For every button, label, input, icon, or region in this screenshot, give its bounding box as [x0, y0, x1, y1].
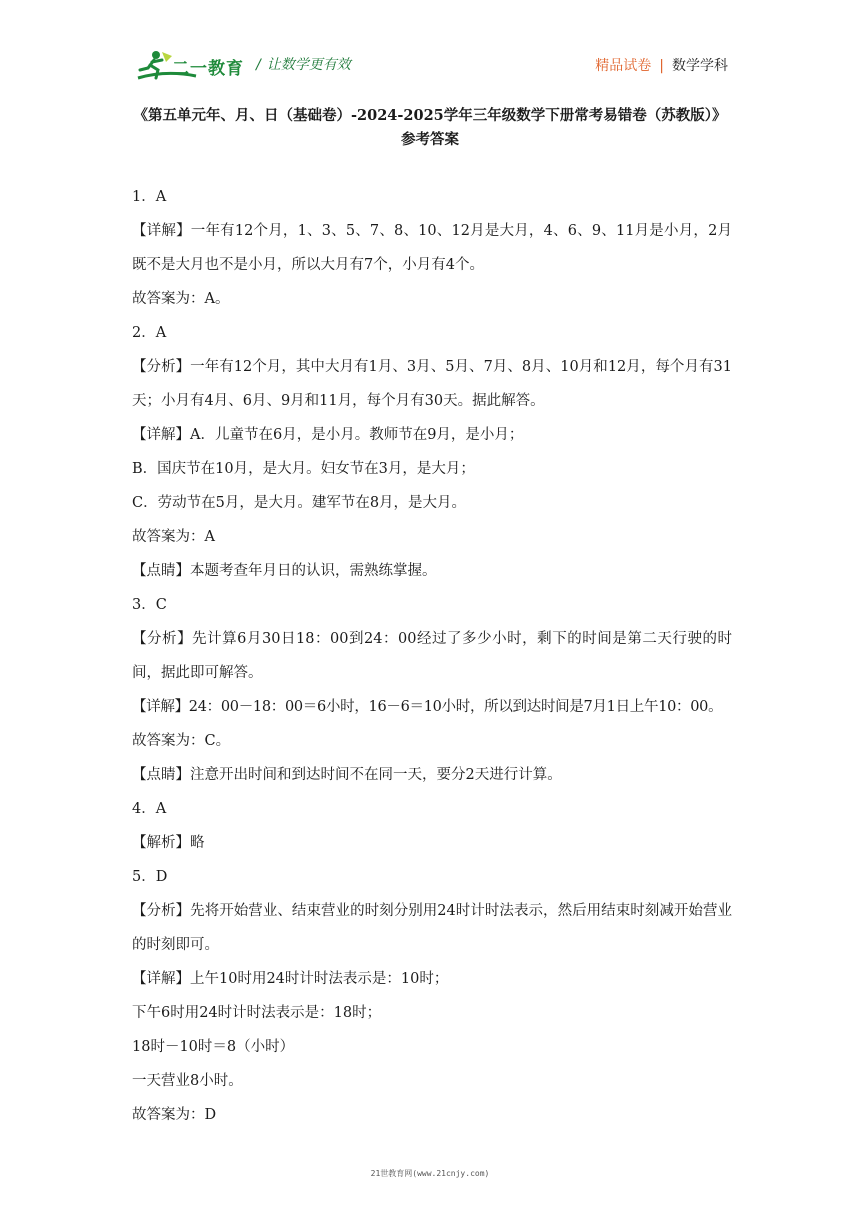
answer-5-detail-3: 18时－10时＝8（小时）: [132, 1039, 295, 1055]
answer-1: 1．A: [132, 189, 167, 205]
document-subtitle: 参考答案: [401, 131, 459, 148]
answer-4: 4．A: [132, 801, 167, 817]
answer-5-detail-1: 【详解】上午10时用24时计时法表示是：10时；: [132, 971, 449, 987]
answer-5: 5．D: [132, 869, 168, 885]
document-title: 《第五单元年、月、日（基础卷）-2024-2025学年三年级数学下册常考易错卷（苏教版）》: [133, 107, 727, 124]
answer-1-result: 故答案为：A。: [132, 291, 230, 307]
answer-4-explanation: 【解析】略: [132, 835, 205, 851]
logo-text: 二一教育: [172, 59, 244, 79]
answer-5-detail-4: 一天营业8小时。: [132, 1073, 243, 1089]
slogan-text: 让数学更有效: [266, 57, 351, 73]
answer-5-analysis: 【分析】先将开始营业、结束营业的时刻分别用24时计时法表示，然后用结束时刻减开始营业的时刻即可。: [132, 903, 732, 953]
answer-3-comment: 【点睛】注意开出时间和到达时间不在同一天，要分2天进行计算。: [132, 767, 562, 783]
answer-2-detail-b: B．国庆节在10月，是大月。妇女节在3月，是大月；: [132, 461, 475, 477]
header-right: [595, 55, 728, 75]
answer-2: 2．A: [132, 325, 167, 341]
answer-1-detail: 【详解】一年有12个月，1、3、5、7、8、10、12月是大月，4、6、9、11月是小月，2月既不是大月也不是小月，所以大月有7个，小月有4个。: [132, 223, 732, 273]
answer-content: [132, 180, 732, 1132]
answer-3-result: 故答案为：C。: [132, 733, 231, 749]
answer-5-detail-2: 下午6时用24时计时法表示是：18时；: [132, 1005, 382, 1021]
slogan: / 让数学更有效: [256, 57, 351, 73]
answer-3-detail: 【详解】24：00－18：00＝6小时，16－6＝10小时，所以到达时间是7月1日上午10：00。: [132, 699, 723, 715]
answer-2-comment: 【点睛】本题考查年月日的认识，需熟练掌握。: [132, 563, 437, 579]
answer-3: 3．C: [132, 597, 167, 613]
answer-2-detail-c: C．劳动节在5月，是大月。建军节在8月，是大月。: [132, 495, 467, 511]
answer-2-detail-a: 【详解】A．儿童节在6月，是小月。教师节在9月，是小月；: [132, 427, 524, 443]
header-tag: 精品试卷: [595, 58, 652, 74]
answer-2-result: 故答案为：A: [132, 529, 215, 545]
header-subject: 数学学科: [672, 58, 728, 74]
header-separator: |: [659, 58, 664, 74]
answer-2-analysis: 【分析】一年有12个月，其中大月有1月、3月、5月、7月、8月、10月和12月，每个月有31天；小月有4月、6月、9月和11月，每个月有30天。据此解答。: [132, 359, 732, 409]
answer-3-analysis: 【分析】先计算6月30日18：00到24：00经过了多少小时，剩下的时间是第二天行驶的时间，据此即可解答。: [132, 631, 732, 681]
page-footer: 21世教育网(www.21cnjy.com): [370, 1169, 490, 1178]
page-header: [0, 0, 860, 100]
answer-5-result: 故答案为：D: [132, 1107, 217, 1123]
